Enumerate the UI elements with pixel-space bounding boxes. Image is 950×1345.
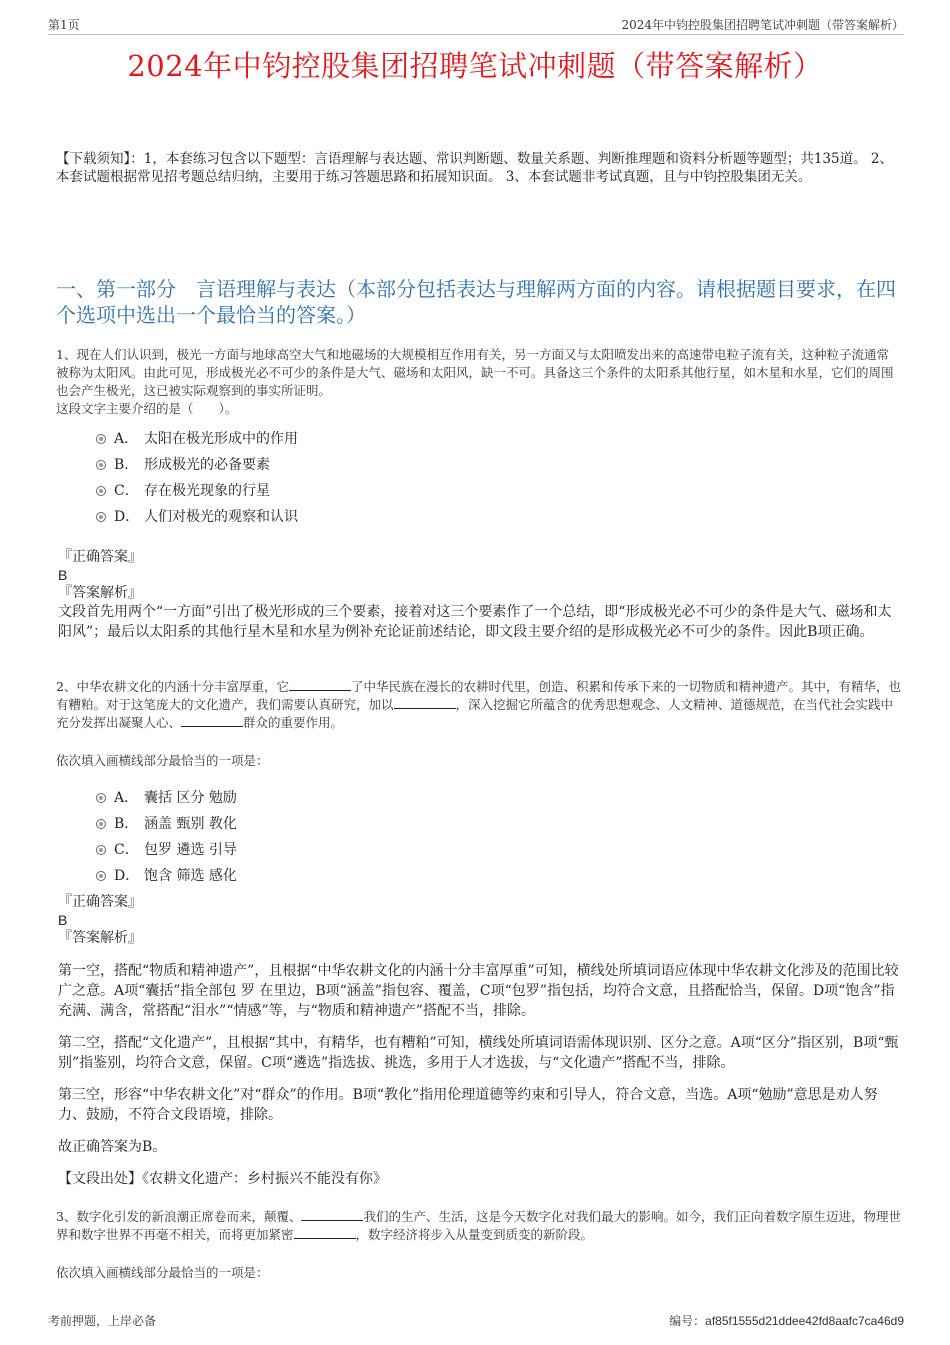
download-notice: 【下载须知】：1，本套练习包含以下题型：言语理解与表达题、常识判断题、数量关系题、判断推理题和资料分析题等题型；共135道。 2、本套试题根据常见招考题总结归纳，主要用于练习答题思路和拓展知识面。 3、本套试题非考试真题，且与中钧控股集团无关。 (56, 151, 893, 185)
question-2-options (96, 785, 237, 889)
footer-slogan: 考前押题，上岸必备 (48, 1314, 157, 1328)
question-2-answer-block (58, 893, 903, 1201)
analysis-paragraph: 第二空，搭配“文化遗产”，且根据“其中，有精华，也有糟粕”可知，横线处所填词语需体现识别、区分之意。A项“区分”指区别，B项“甄别”指鉴别，均符合文意，保留。C项“遴选”指选拔、挑选，多用于人才选拔，与“文化遗产”搭配不当，排除。 (58, 1035, 899, 1071)
analysis-paragraph: 第三空，形容“中华农耕文化”对“群众”的作用。B项“教化”指用伦理道德等约束和引导人，符合文意，当选。A项“勉励”意思是劝人努力、鼓励，不符合文段语境，排除。 (58, 1087, 878, 1123)
fill-blank (294, 1226, 356, 1239)
document-code: 编号：af85f1555d21ddee42fd8aafc7ca46d9 (669, 1314, 904, 1328)
question-3-prompt: 依次填入画横线部分最恰当的一项是： (56, 1265, 269, 1280)
answer-label: 『正确答案』 (58, 549, 142, 565)
analysis-label: 『答案解析』 (58, 585, 142, 601)
radio-icon[interactable] (96, 434, 106, 444)
header-doc-title: 2024年中钧控股集团招聘笔试冲刺题（带答案解析） (621, 18, 904, 32)
document-title: 2024年中钧控股集团招聘笔试冲刺题（带答案解析） (127, 49, 823, 83)
answer-label: 『正确答案』 (58, 894, 142, 910)
option-a[interactable]: A． 太阳在极光形成中的作用 (96, 426, 298, 452)
analysis-text: 文段首先用两个“一方面”引出了极光形成的三个要素，接着对这三个要素作了一个总结，即“形成极光必不可少的条件是大气、磁场和太阳风”；最后以太阳系的其他行星木星和水星为例补充论证前述结论，即文段主要介绍的是形成极光必不可少的条件。因此B项正确。 (58, 604, 892, 640)
option-c[interactable]: C． 存在极光现象的行星 (96, 478, 298, 504)
option-d[interactable]: D． 人们对极光的观察和认识 (96, 504, 298, 530)
radio-icon[interactable] (96, 512, 106, 522)
page-header (48, 16, 904, 35)
analysis-label: 『答案解析』 (58, 930, 142, 946)
option-d[interactable]: D． 饱含 筛选 感化 (96, 863, 237, 889)
passage-source: 【文段出处】《农耕文化遗产：乡村振兴不能没有你》 (58, 1171, 387, 1187)
radio-icon[interactable] (96, 460, 106, 470)
radio-icon[interactable] (96, 871, 106, 881)
question-2-stem: 2、中华农耕文化的内涵十分丰富厚重，它 了中华民族在漫长的农耕时代里，创造、积累和传承下来的一切物质和精神遗产。其中，有精华，也有糟粕。对于这笔庞大的文化遗产，我们需要认真研究，加以 ，深入挖掘它所蕴含的优秀思想观念、人文精神、道德规范，在当代社会实践中充分发挥出凝聚人心、 群众的重要作用。 (56, 679, 901, 730)
question-1-stem: 1、现在人们认识到，极光一方面与地球高空大气和地磁场的大规模相互作用有关，另一方面又与太阳喷发出来的高速带电粒子流有关，这种粒子流通常被称为太阳风。由此可见，形成极光必不可少的条件是大气、磁场和太阳风，缺一不可。具备这三个条件的太阳系其他行星，如木星和水星，它们的周围也会产生极光，这已被实际观察到的事实所证明。 这段文字主要介绍的是（ ）。 (56, 347, 894, 416)
radio-icon[interactable] (96, 486, 106, 496)
page-number: 第1页 (48, 18, 80, 32)
answer-value: B (58, 567, 68, 583)
section-heading: 一、第一部分 言语理解与表达（本部分包括表达与理解两方面的内容。请根据题目要求，在四个选项中选出一个最恰当的答案。） (56, 277, 896, 327)
option-a[interactable]: A． 囊括 区分 勉励 (96, 785, 237, 811)
question-1-answer-block (58, 548, 903, 642)
option-b[interactable]: B． 涵盖 甄别 教化 (96, 811, 237, 837)
option-c[interactable]: C． 包罗 遴选 引导 (96, 837, 237, 863)
option-b[interactable]: B． 形成极光的必备要素 (96, 452, 298, 478)
fill-blank (301, 1208, 363, 1221)
question-1-prompt: 这段文字主要介绍的是（ ）。 (56, 401, 238, 416)
fill-blank (181, 714, 243, 727)
radio-icon[interactable] (96, 845, 106, 855)
answer-value: B (58, 912, 68, 928)
question-3-stem: 3、数字化引发的新浪潮正席卷而来，颠覆、 我们的生产、生活，这是今天数字化对我们最大的影响。如今，我们正向着数字原生迈进，物理世界和数字世界不再毫不相关，而将更加紧密 ，数字经济将步入从量变到质变的新阶段。 (56, 1209, 901, 1242)
fill-blank (289, 678, 351, 691)
analysis-paragraph: 第一空，搭配“物质和精神遗产”，且根据“中华农耕文化的内涵十分丰富厚重”可知，横线处所填词语应体现中华农耕文化涉及的范围比较广之意。A项“囊括”指全部包 罗 在里边，B项“涵盖”指包容、覆盖，C项“包罗”指包括，均符合文意，且搭配恰当，保留。D项“饱含”指充满、满含，常搭配“泪水”“情感”等，与“物质和精神遗产”搭配不当，排除。 (58, 963, 899, 1019)
radio-icon[interactable] (96, 819, 106, 829)
radio-icon[interactable] (96, 793, 106, 803)
analysis-conclusion: 故正确答案为B。 (58, 1139, 167, 1155)
question-2-prompt: 依次填入画横线部分最恰当的一项是： (56, 753, 269, 768)
question-1-options (96, 426, 298, 530)
fill-blank (394, 696, 456, 709)
